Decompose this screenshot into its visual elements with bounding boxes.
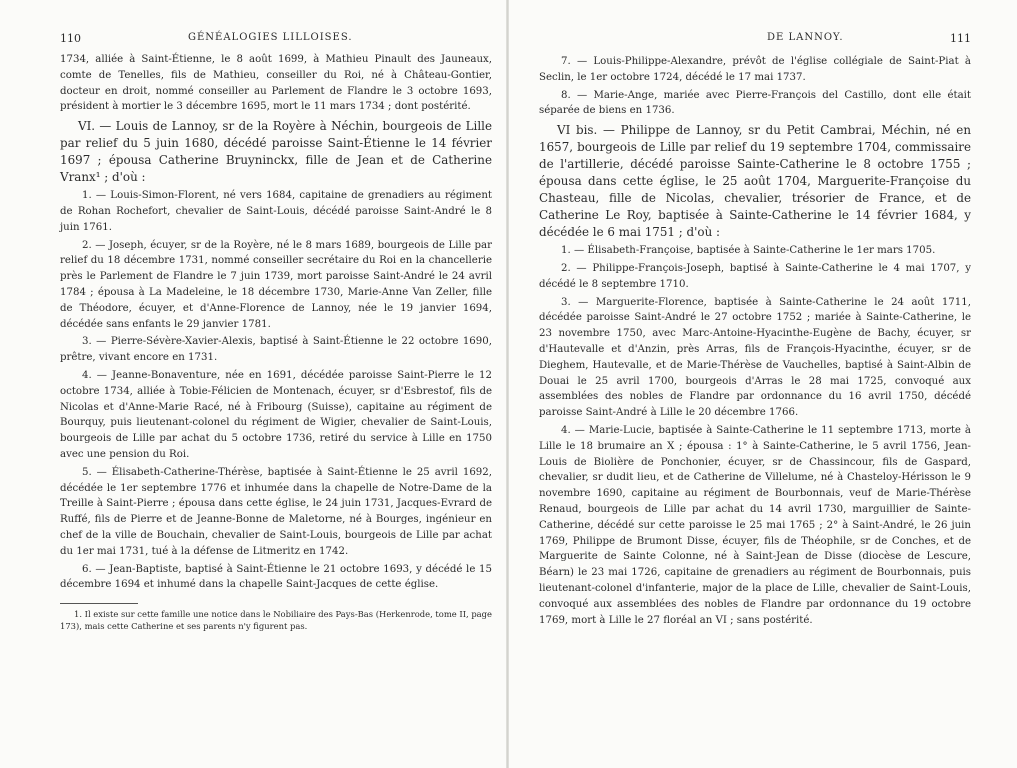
list-item: 4. — Marie-Lucie, baptisée à Sainte-Catherine le 11 septembre 1713, morte à Lille le 18 brumaire an X ; épousa : 1° à Sainte-Catherine, le 5 avril 1756, Jean-Louis de Biolière de Ponchonier, écuyer, sr de Chassincour, fils de Gaspard, chevalier, sr dudit lieu, et de Catherine de Villelume, né à Chasteloy-Hérisson le 9 novembre 1690, capitaine au régiment de Bourbonnais, veuf de Marie-Thérèse Renaud, bourgeois de Lille par achat du 14 avril 1730, marguillier de Sainte-Catherine, décédé sur cette paroisse le 25 mai 1765 ; 2° à Saint-André, le 26 juin 1769, Philippe de Brumont Disse, écuyer, fils de Théophile, sr de Conches, et de Marguerite de Sainte Colonne, né à Saint-Jean de Disse (diocèse de Lescure, Béarn) le 23 mai 1726, capitaine de grenadiers au régiment de Bourbonnais, puis lieutenant-colonel d'infanterie, major de la place de Lille, chevalier de Saint-Louis, convoqué aux assemblées des nobles de Flandre par ordonnance du 19 octobre 1769, mort à Lille le 27 floréal an VI ; sans postérité. — [539, 424, 971, 626]
list-item: 2. — Philippe-François-Joseph, baptisé à Sainte-Catherine le 4 mai 1707, y décédé le 8 septembre 1710. — [539, 262, 971, 290]
list-item: 1. — Élisabeth-Françoise, baptisée à Sainte-Catherine le 1er mars 1705. — [561, 245, 936, 257]
list-item: 1. — Louis-Simon-Florent, né vers 1684, capitaine de grenadiers au régiment de Rohan Rochefort, chevalier de Saint-Louis, décédé paroisse Saint-André le 8 juin 1761. — [60, 190, 492, 233]
section-heading-vi-bis: VI bis. — Philippe de Lannoy, sr du Petit Cambrai, Méchin, né en 1657, bourgeois de Lille par relief du 19 septembre 1704, commissaire de l'artillerie, décédé paroisse Sainte-Catherine le 8 octobre 1755 ; épousa dans cette église, le 25 août 1704, Marguerite-Françoise du Chasteau, fille de Nicolas, chevalier, trésorier de France, et de Catherine Le Roy, baptisée à Sainte-Catherine le 14 février 1684, y décédée le 6 mai 1751 ; d'où : — [539, 123, 971, 240]
right-page-number: 111 — [950, 32, 971, 45]
list-item: 2. — Joseph, écuyer, sr de la Royère, né le 8 mars 1689, bourgeois de Lille par relief du 18 décembre 1731, nommé conseiller secrétaire du Roi en la chancellerie près le Parlement de Flandre le 7 juin 1739, mort paroisse Saint-André le 24 avril 1784 ; épousa à La Madeleine, le 18 décembre 1730, Marie-Anne Van Zeller, fille de Théodore, écuyer, et d'Anne-Florence de Lannoy, née le 19 janvier 1694, décédée sans enfants le 29 janvier 1781. — [60, 239, 492, 330]
list-item: 3. — Pierre-Sévère-Xavier-Alexis, baptisé à Saint-Étienne le 22 octobre 1690, prêtre, vivant encore en 1731. — [60, 336, 492, 364]
intro-paragraph: 1734, alliée à Saint-Étienne, le 8 août 1699, à Mathieu Pinault des Jauneaux, comte de Tenelles, fils de Mathieu, conseiller du Roi, né à Château-Gontier, docteur en droit, nommé conseiller au Parlement de Flandre le 3 octobre 1693, président à mortier le 3 décembre 1695, mort le 11 mars 1734 ; dont postérité. — [60, 54, 492, 113]
right-page — [509, 0, 1017, 768]
list-item: 4. — Jeanne-Bonaventure, née en 1691, décédée paroisse Saint-Pierre le 12 octobre 1734, alliée à Tobie-Félicien de Montenach, écuyer, sr d'Esbrestof, fils de Nicolas et d'Anne-Marie Racé, né à Fribourg (Suisse), capitaine au régiment de Bourquy, puis lieutenant-colonel du régiment de Wigier, chevalier de Saint-Louis, bourgeois de Lille par achat du 5 octobre 1736, retiré du service à Lille en 1750 avec une pension du Roi. — [60, 369, 492, 460]
list-item: 3. — Marguerite-Florence, baptisée à Sainte-Catherine le 24 août 1711, décédée paroisse Saint-André le 27 octobre 1752 ; mariée à Sainte-Catherine, le 23 novembre 1750, avec Marc-Antoine-Hyacinthe-Eugène de Bachy, écuyer, sr d'Hautevalle et d'Anzin, près Arras, fils de François-Hyacinthe, écuyer, sr de Dieghem, Hautevalle, et de Marie-Thérèse de Vauchelles, baptisé à Saint-Albin de Douai le 25 avril 1700, bourgeois d'Arras le 28 mai 1725, convoqué aux assemblées des nobles de Flandre par ordonnance du 16 avril 1750, décédé paroisse Saint-André à Lille le 20 décembre 1766. — [539, 296, 971, 419]
list-item: 8. — Marie-Ange, mariée avec Pierre-François del Castillo, dont elle était séparée de biens en 1736. — [539, 89, 971, 117]
list-item: 6. — Jean-Baptiste, baptisé à Saint-Étienne le 21 octobre 1693, y décédé le 15 décembre 1694 et inhumé dans la chapelle Saint-Jacques de cette église. — [60, 563, 492, 591]
left-page-text — [60, 52, 492, 632]
right-running-head: DE LANNOY. — [767, 32, 844, 43]
right-page-header — [539, 30, 971, 52]
left-page-header — [60, 30, 492, 52]
right-page-text — [539, 54, 971, 628]
left-running-head: GÉNÉALOGIES LILLOISES. — [188, 32, 353, 43]
left-page — [0, 0, 508, 768]
section-heading-vi: VI. — Louis de Lannoy, sr de la Royère à Néchin, bourgeois de Lille par relief du 5 juin 1680, décédé paroisse Saint-Étienne le 14 février 1697 ; épousa Catherine Bruyninckx, fille de Jean et de Catherine Vranx¹ ; d'où : — [60, 119, 492, 185]
list-item: 5. — Élisabeth-Catherine-Thérèse, baptisée à Saint-Étienne le 25 avril 1692, décédée le 1er septembre 1776 et inhumée dans la chapelle de Notre-Dame de la Treille à Saint-Pierre ; épousa dans cette église, le 24 juin 1731, Jacques-Evrard de Ruffé, fils de Pierre et de Jeanne-Bonne de Maletorne, né à Bourges, ingénieur en chef de la ville de Bouchain, chevalier de Saint-Louis, bourgeois de Lille par achat du 1er mai 1731, tué à la défense de Litmeritz en 1742. — [60, 466, 492, 557]
list-item: 7. — Louis-Philippe-Alexandre, prévôt de l'église collégiale de Saint-Piat à Seclin, le 1er octobre 1724, décédé le 17 mai 1737. — [539, 56, 971, 83]
left-page-number: 110 — [60, 32, 81, 45]
footnote: 1. Il existe sur cette famille une notice dans le Nobiliaire des Pays-Bas (Herkenrode, tome II, page 173), mais cette Catherine et ses parents n'y figurent pas. — [60, 609, 492, 632]
footnote-rule — [60, 603, 138, 604]
